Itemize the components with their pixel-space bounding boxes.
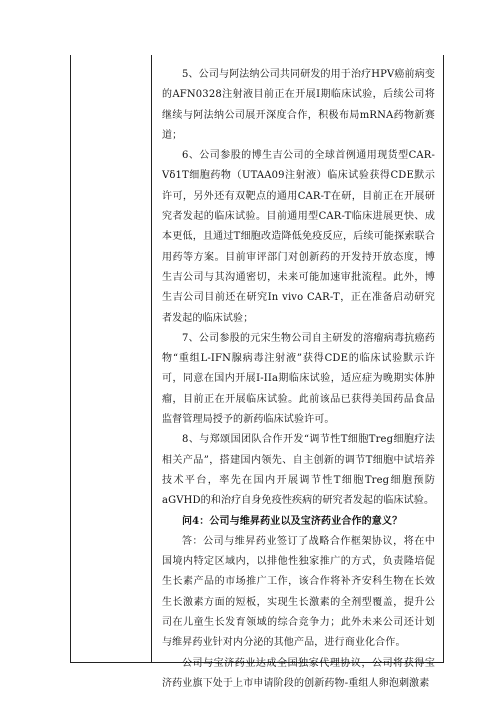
table-label-column bbox=[71, 55, 152, 662]
question-heading: 问4：公司与维昇药业以及宝济药业合作的意义？ bbox=[182, 515, 403, 527]
paragraph-item-5: 5、公司与阿法纳公司共同研发的用于治疗HPV癌前病变的AFN0328注射液目前正在开展I期临床试验，后续公司将继续与阿法纳公司展开深度合作，积极布局mRNA药物新赛道； bbox=[162, 69, 435, 141]
document-table bbox=[70, 55, 444, 689]
paragraph-item-7: 7、公司参股的元宋生物公司自主研发的溶瘤病毒抗癌药物“重组L-IFN腺病毒注射液”获得CDE的临床试验默示许可，同意在国内开展I-IIa期临床试验，适应症为晚期实体肿瘤，目前正在开展临床试验。此前该品已获得美国药品食品监督管理局授予的新药临床试验许可。 bbox=[162, 332, 435, 426]
table-content-cell bbox=[162, 65, 435, 694]
paragraph-item-6: 6、公司参股的博生吉公司的全球首例通用现货型CAR-Vδ1T细胞药物（UTAA09注射液）临床试验获得CDE默示许可，另外还有双靶点的通用CAR-T在研，目前正在开展研究者发起的临床试验。目前通用型CAR-T临床进展更快、成本更低，且通过T细胞改造降低免疫反应，后续可能探索联合用药等方案。目前审评部门对创新药的开发持开放态度，博生吉公司与其沟通密切，未来可能加速审批流程。此外，博生吉公司目前还在研究In vivo CAR-T，正在准备启动研究者发起的临床试验； bbox=[162, 150, 435, 324]
paragraph-item-8: 8、与郑颂国团队合作开发“调节性T细胞Treg细胞疗法相关产品”，搭建国内领先、自主创新的调节T细胞中试培养技术平台，率先在国内开展调节性T细胞Treg细胞预防aGVHD的和治疗自身免疫性疾病的研究者发起的临床试验。 bbox=[162, 434, 435, 507]
answer-paragraph: 答：公司与维昇药业签订了战略合作框架协议，将在中国境内特定区域内，以排他性独家推广的方式，负责隆培促生长素产品的市场推广工作，该合作将补齐安科生物在长效生长激素方面的短板，实现生长激素的全剂型覆盖，提升公司在儿童生长发育领域的综合竞争力；此外未来公司还计划与维昇药业针对内分泌的其他产品，进行商业化合作。 bbox=[162, 535, 435, 649]
answer-paragraph-continued: 公司与宝济药业达成全国独家代理协议，公司将获得宝济药业旗下处于上市申请阶段的创新药物-重组人卵泡刺激素 bbox=[162, 657, 435, 689]
